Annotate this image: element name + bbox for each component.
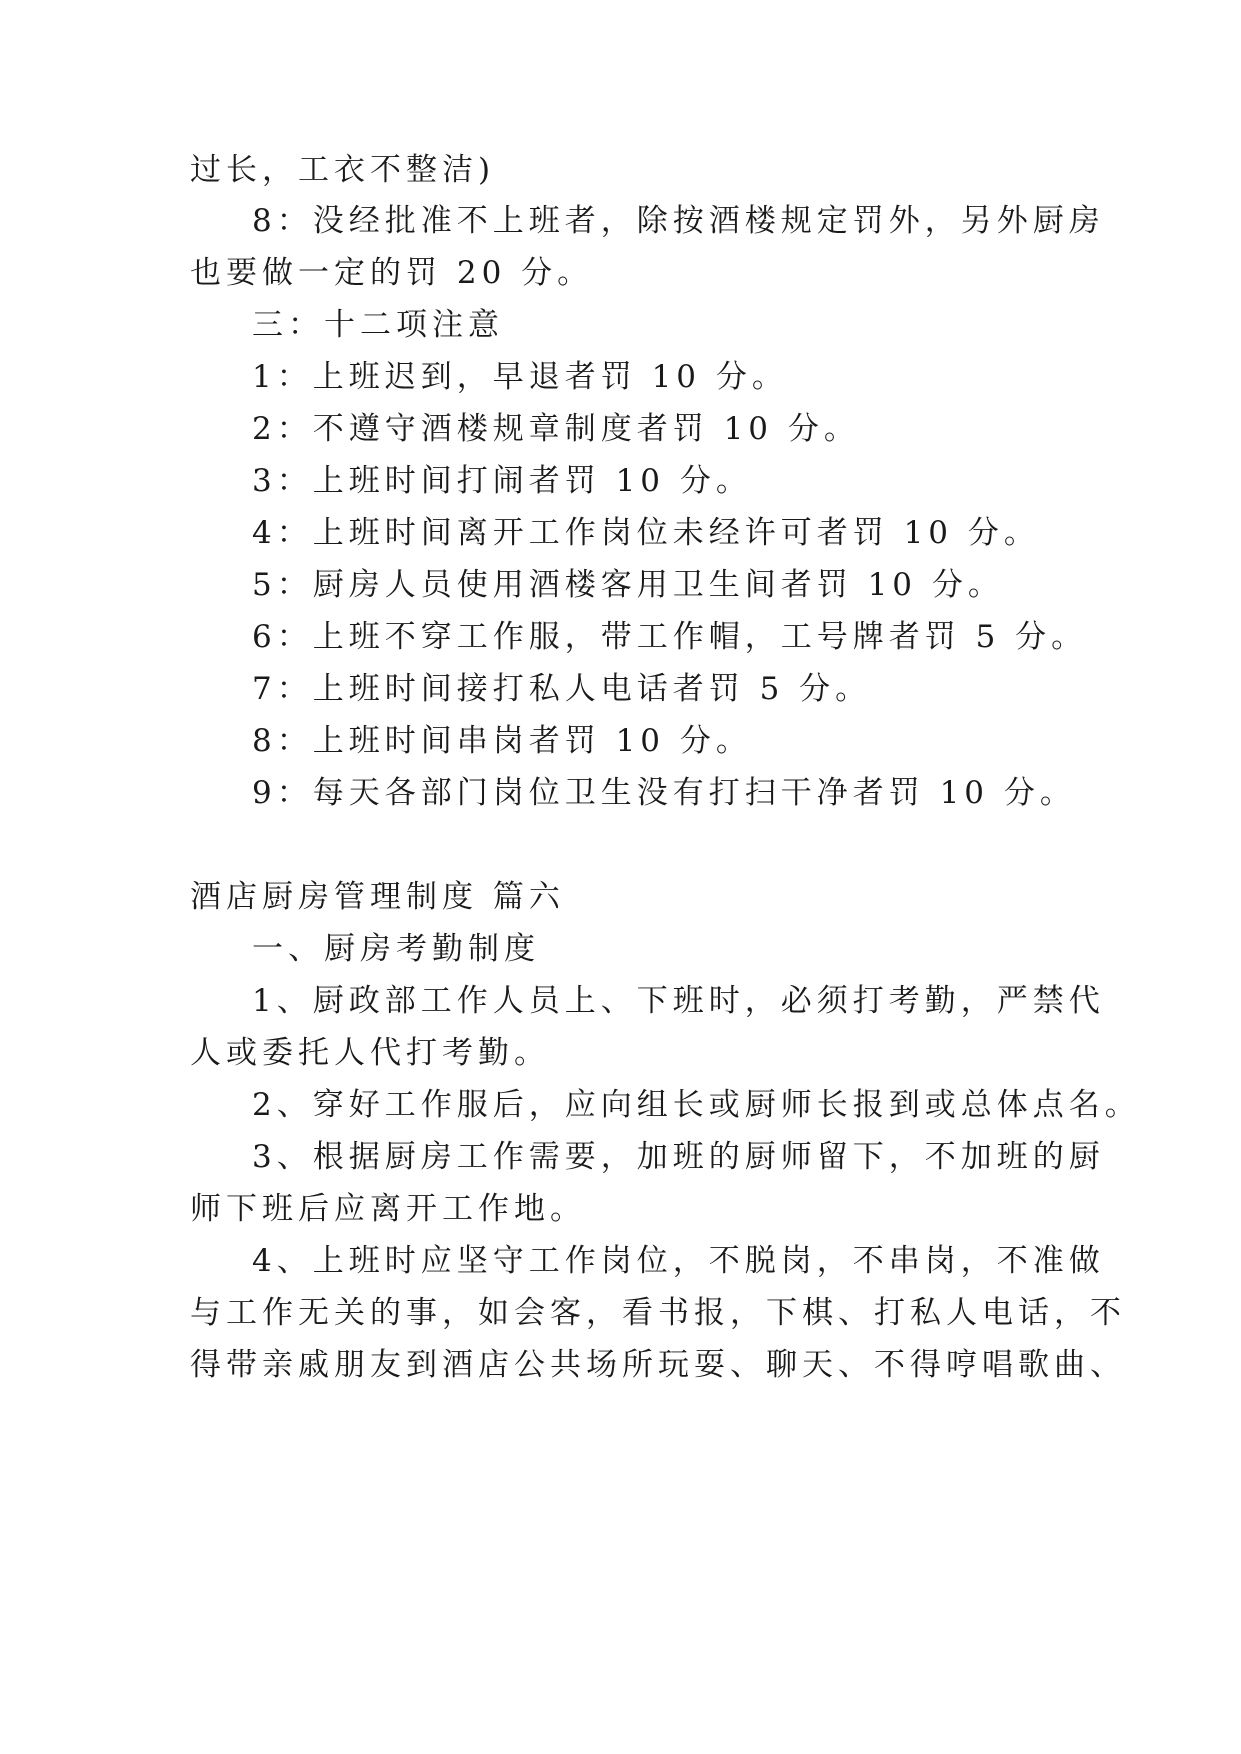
note-item: 9：每天各部门岗位卫生没有打扫干净者罚 10 分。: [252, 775, 1076, 811]
note-item: 6：上班不穿工作服，带工作帽，工号牌者罚 5 分。: [252, 619, 1088, 655]
paragraph-3-line-2: 师下班后应离开工作地。: [190, 1191, 586, 1227]
paragraph-4-line-1: 4、上班时应坚守工作岗位，不脱岗，不串岗，不准做: [252, 1243, 1105, 1279]
note-item: 2：不遵守酒楼规章制度者罚 10 分。: [252, 411, 860, 447]
note-item: 8：上班时间串岗者罚 10 分。: [252, 723, 752, 759]
paragraph-4-line-3: 得带亲戚朋友到酒店公共场所玩耍、聊天、不得哼唱歌曲、: [190, 1347, 1126, 1383]
continuation-line: 过长，工衣不整洁): [190, 152, 496, 188]
paragraph-3-line-1: 3、根据厨房工作需要，加班的厨师留下，不加班的厨: [252, 1139, 1105, 1175]
note-item: 3：上班时间打闹者罚 10 分。: [252, 463, 752, 499]
paragraph-2-line-1: 2、穿好工作服后，应向组长或厨师长报到或总体点名。: [252, 1087, 1141, 1123]
note-item: 7：上班时间接打私人电话者罚 5 分。: [252, 671, 872, 707]
penalty-item-8-line-1: 8：没经批准不上班者，除按酒楼规定罚外，另外厨房: [252, 203, 1105, 239]
section-heading-attendance: 一、厨房考勤制度: [252, 931, 540, 967]
section-heading-twelve-notes: 三：十二项注意: [252, 307, 504, 343]
paragraph-1-line-2: 人或委托人代打考勤。: [190, 1035, 550, 1071]
chapter-title: 酒店厨房管理制度 篇六: [190, 879, 565, 915]
note-item: 4：上班时间离开工作岗位未经许可者罚 10 分。: [252, 515, 1040, 551]
paragraph-4-line-2: 与工作无关的事，如会客，看书报，下棋、打私人电话，不: [190, 1295, 1126, 1331]
note-item: 1：上班迟到，早退者罚 10 分。: [252, 359, 788, 395]
penalty-item-8-line-2: 也要做一定的罚 20 分。: [190, 255, 594, 291]
note-item: 5：厨房人员使用酒楼客用卫生间者罚 10 分。: [252, 567, 1004, 603]
paragraph-1-line-1: 1、厨政部工作人员上、下班时，必须打考勤，严禁代: [252, 983, 1105, 1019]
